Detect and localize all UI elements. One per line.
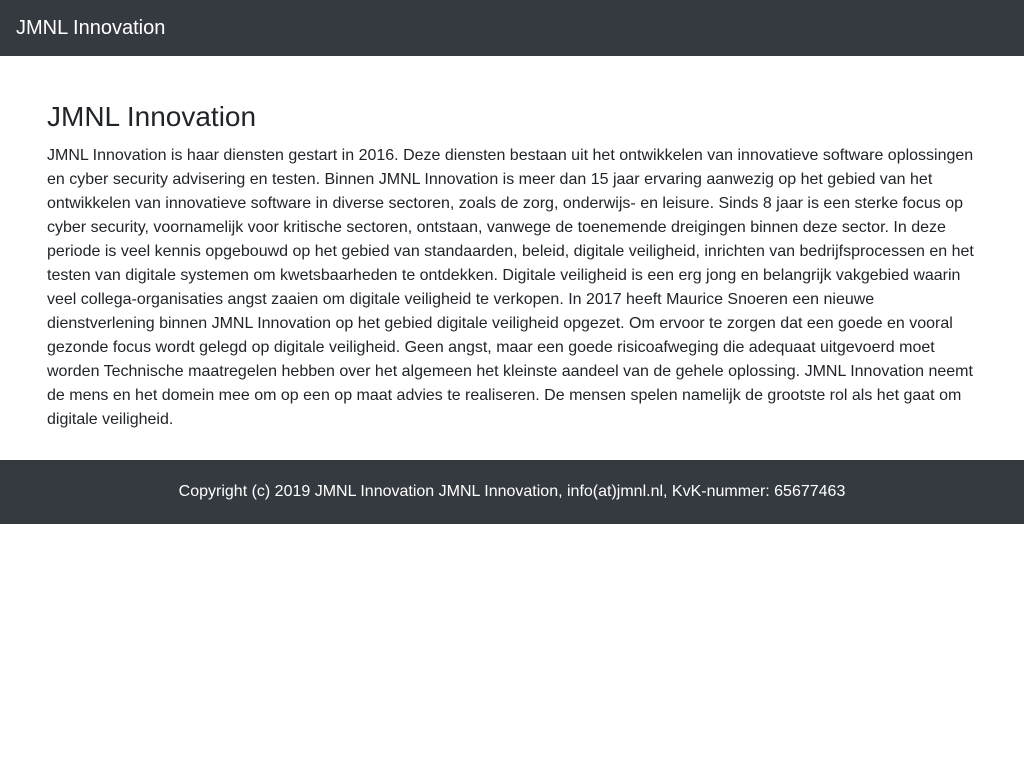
copyright-text: Copyright (c) 2019 JMNL Innovation JMNL Innovation, info(at)jmnl.nl, KvK-nummer: 65677463: [178, 483, 846, 500]
brand-link[interactable]: JMNL Innovation: [16, 17, 166, 39]
page-title: JMNL Innovation: [47, 101, 257, 132]
main-content: [0, 56, 1024, 460]
top-navbar: [0, 0, 1024, 56]
page-footer: [0, 460, 1024, 524]
intro-paragraph: JMNL Innovation is haar diensten gestart in 2016. Deze diensten bestaan uit het ontwikkelen van innovatieve software oplossingen en cyber security advisering en testen. Binnen JMNL Innovation is meer dan 15 jaar ervaring aanwezig op het gebied van het ontwikkelen van innovatieve software in diverse sectoren, zoals de zorg, onderwijs- en leisure. Sinds 8 jaar is een sterke focus op cyber security, voornamelijk voor kritische sectoren, ontstaan, vanwege de toenemende dreigingen binnen deze sector. In deze periode is veel kennis opgebouwd op het gebied van standaarden, beleid, digitale veiligheid, inrichten van bedrijfsprocessen en het testen van digitale systemen om kwetsbaarheden te ontdekken. Digitale veiligheid is een erg jong en belangrijk vakgebied waarin veel collega-organisaties angst zaaien om digitale veiligheid te verkopen. In 2017 heeft Maurice Snoeren een nieuwe dienstverlening binnen JMNL Innovation op het gebied digitale veiligheid opgezet. Om ervoor te zorgen dat een goede en vooral gezonde focus wordt gelegd op digitale veiligheid. Geen angst, maar een goede risicoafweging die adequaat uitgevoerd moet worden Technische maatregelen hebben over het algemeen het kleinste aandeel van de gehele oplossing. JMNL Innovation neemt de mens en het domein mee om op een op maat advies te realiseren. De mensen spelen namelijk de grootste rol als het gaat om digitale veiligheid.: [47, 147, 974, 428]
